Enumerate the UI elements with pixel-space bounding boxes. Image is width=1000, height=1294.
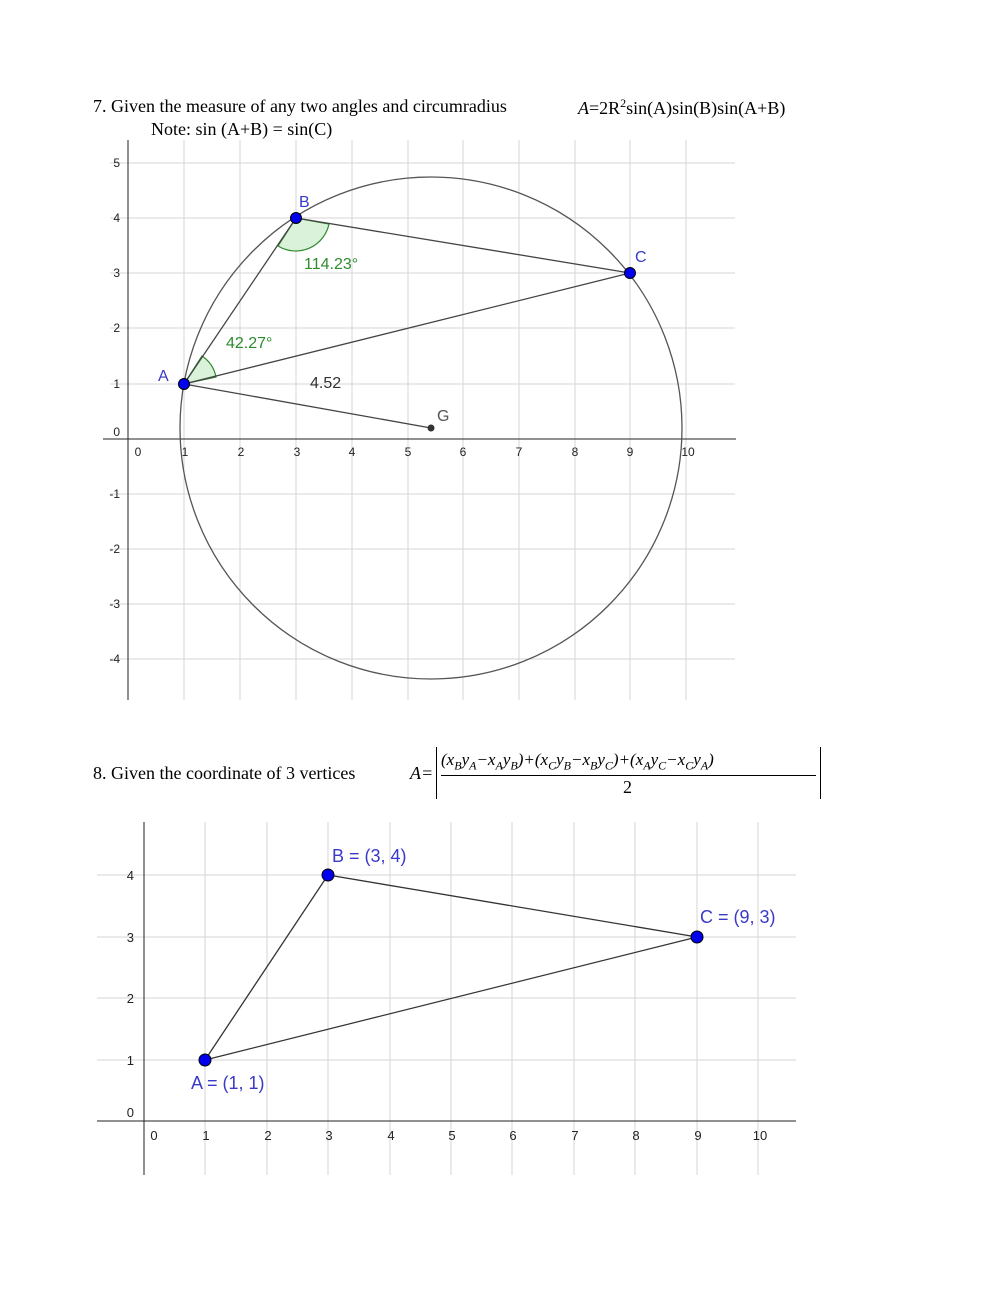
label-b: B [299, 194, 310, 211]
label-c-2: C = (9, 3) [700, 907, 776, 927]
point-c-2 [691, 931, 703, 943]
label-g: G [437, 408, 450, 425]
y-tick: 4 [113, 211, 120, 225]
y-tick: -2 [109, 542, 120, 556]
problem8-formula-lhs: A= [410, 763, 434, 783]
y-tick-labels-2 [127, 868, 134, 1120]
y-tick: 3 [126, 930, 134, 945]
angle-a-label: 42.27° [226, 335, 273, 352]
y-tick: 5 [113, 156, 120, 170]
x-tick: 8 [571, 445, 579, 459]
formula-eq: =2R [589, 98, 621, 118]
y-tick: 4 [126, 868, 134, 883]
problem8-denominator: 2 [623, 777, 632, 797]
x-tick: 9 [626, 445, 634, 459]
x-tick: 10 [752, 1128, 768, 1143]
x-tick: 4 [387, 1128, 395, 1143]
problem7-note: Note: sin (A+B) = sin(C) [151, 119, 333, 139]
formula-exp: 2 [620, 96, 627, 110]
x-tick: 2 [264, 1128, 272, 1143]
x-tick: 7 [515, 445, 523, 459]
y-tick: 2 [113, 321, 120, 335]
x-tick: 6 [509, 1128, 517, 1143]
x-tick: 2 [237, 445, 245, 459]
grid-lines-2 [97, 822, 796, 1175]
x-tick: 0 [134, 445, 142, 459]
x-tick: 4 [348, 445, 356, 459]
label-a-2: A = (1, 1) [191, 1073, 265, 1093]
x-tick: 3 [325, 1128, 333, 1143]
problem7-label: 7. Given the measure of any two angles and circumradius [93, 96, 507, 116]
angle-b-label: 114.23° [304, 256, 359, 273]
x-tick: 3 [293, 445, 301, 459]
x-tick: 5 [448, 1128, 456, 1143]
label-a: A [158, 368, 169, 385]
y-tick: 1 [113, 377, 120, 391]
label-c: C [635, 249, 647, 266]
x-tick: 7 [571, 1128, 579, 1143]
formula-lhs: A [578, 98, 589, 118]
x-tick: 9 [694, 1128, 702, 1143]
x-tick: 8 [632, 1128, 640, 1143]
problem8-label: 8. Given the coordinate of 3 vertices [93, 763, 356, 783]
problem8-numerator: $(x_By_A-x_Ay_B)+(x_Cy_B-x_By_C)+(x_Ay_C-x_Cy_A)$ [441, 750, 714, 773]
point-a-2 [199, 1054, 211, 1066]
x-tick: 6 [459, 445, 467, 459]
formula-rhs: sin(A)sin(B)sin(A+B) [626, 98, 786, 118]
y-tick: -1 [109, 487, 120, 501]
x-tick: 5 [404, 445, 412, 459]
y-tick: 3 [113, 266, 120, 280]
x-tick: 1 [181, 445, 189, 459]
x-tick-labels-2 [150, 1128, 767, 1143]
x-tick: 0 [150, 1128, 158, 1143]
y-tick: -3 [109, 597, 120, 611]
point-b-2 [322, 869, 334, 881]
radius-label: 4.52 [310, 375, 342, 392]
y-tick: 2 [126, 991, 134, 1006]
y-tick: 0 [113, 425, 120, 439]
x-tick: 10 [681, 445, 695, 459]
y-tick: -4 [109, 652, 120, 666]
x-tick: 1 [202, 1128, 210, 1143]
y-tick: 1 [126, 1053, 134, 1068]
y-tick: 0 [126, 1105, 134, 1120]
label-b-2: B = (3, 4) [332, 846, 407, 866]
